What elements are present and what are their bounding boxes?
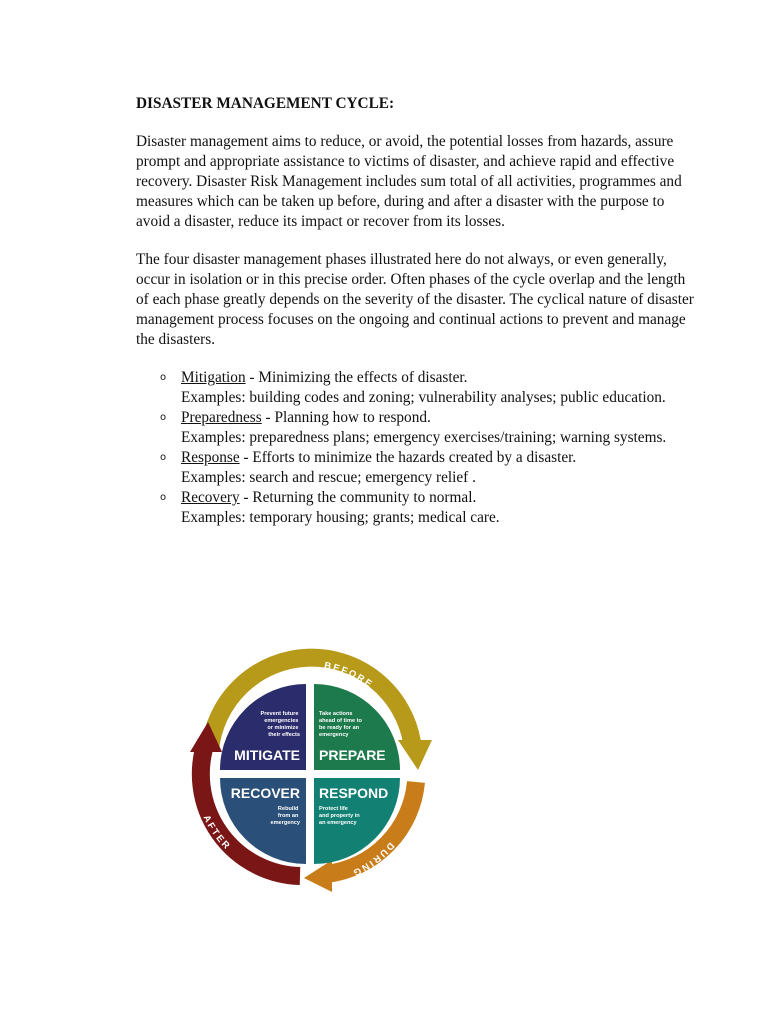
- before-label: BEFORE: [323, 660, 376, 691]
- before-arrowhead-icon: [398, 740, 432, 770]
- phase-definition: - Planning how to respond.: [261, 409, 431, 426]
- phase-term: Recovery: [181, 489, 240, 506]
- phase-examples: Examples: temporary housing; grants; medical care.: [181, 509, 500, 526]
- bullet-icon: o: [160, 452, 167, 463]
- disaster-cycle-diagram: [180, 642, 440, 902]
- bullet-icon: o: [160, 372, 167, 383]
- mitigate-description: Prevent future emergencies or minimize their effects: [260, 711, 300, 738]
- phase-term: Preparedness: [181, 409, 262, 426]
- recover-title: RECOVER: [230, 785, 300, 801]
- list-item-mitigation: [136, 368, 696, 408]
- phases-paragraph: The four disaster management phases illustrated here do not always, or even generally, occur in isolation or in this precise order. Often phases of the cycle overlap and the length of each phase greatly depends on the severity of the disaster. The cyclical nature of disaster management process focuses on the ongoing and continual actions to prevent and manage the disasters.: [136, 251, 694, 348]
- intro-paragraph: Disaster management aims to reduce, or avoid, the potential losses from hazards, assure prompt and appropriate assistance to victims of disaster, and achieve rapid and effective recovery. Disaster Risk Management includes sum total of all activities, programmes and measures which can be taken up before, during and after a disaster with the purpose to avoid a disaster, reduce its impact or recover from its losses.: [136, 133, 682, 230]
- phase-definition: - Efforts to minimize the hazards created by a disaster.: [239, 449, 577, 466]
- phase-term: Mitigation: [181, 369, 246, 386]
- document-title: DISASTER MANAGEMENT CYCLE:: [136, 95, 395, 112]
- list-item-recovery: [136, 488, 696, 528]
- respond-description: Protect life and property in an emergency: [319, 806, 360, 826]
- respond-title: RESPOND: [319, 785, 389, 801]
- list-item-response: [136, 448, 696, 488]
- during-label: DURING: [349, 839, 397, 879]
- phase-examples: Examples: search and rescue; emergency relief .: [181, 469, 476, 486]
- after-label: AFTER: [200, 813, 233, 853]
- bullet-icon: o: [160, 492, 167, 503]
- prepare-description: Take actions ahead of time to be ready for an emergency: [319, 711, 362, 738]
- phase-examples: Examples: preparedness plans; emergency exercises/training; warning systems.: [181, 429, 667, 446]
- phase-examples: Examples: building codes and zoning; vulnerability analyses; public education.: [181, 389, 666, 406]
- phase-term: Response: [181, 449, 240, 466]
- document-page: [136, 94, 696, 528]
- during-arrowhead-icon: [304, 860, 332, 892]
- prepare-title: PREPARE: [319, 747, 386, 763]
- list-item-preparedness: [136, 408, 696, 448]
- mitigate-title: MITIGATE: [234, 747, 300, 763]
- phase-definition: - Minimizing the effects of disaster.: [245, 369, 468, 386]
- phase-definition: - Returning the community to normal.: [239, 489, 477, 506]
- bullet-icon: o: [160, 412, 167, 423]
- recover-description: Rebuild from an emergency: [270, 806, 300, 826]
- phase-list: [136, 368, 696, 528]
